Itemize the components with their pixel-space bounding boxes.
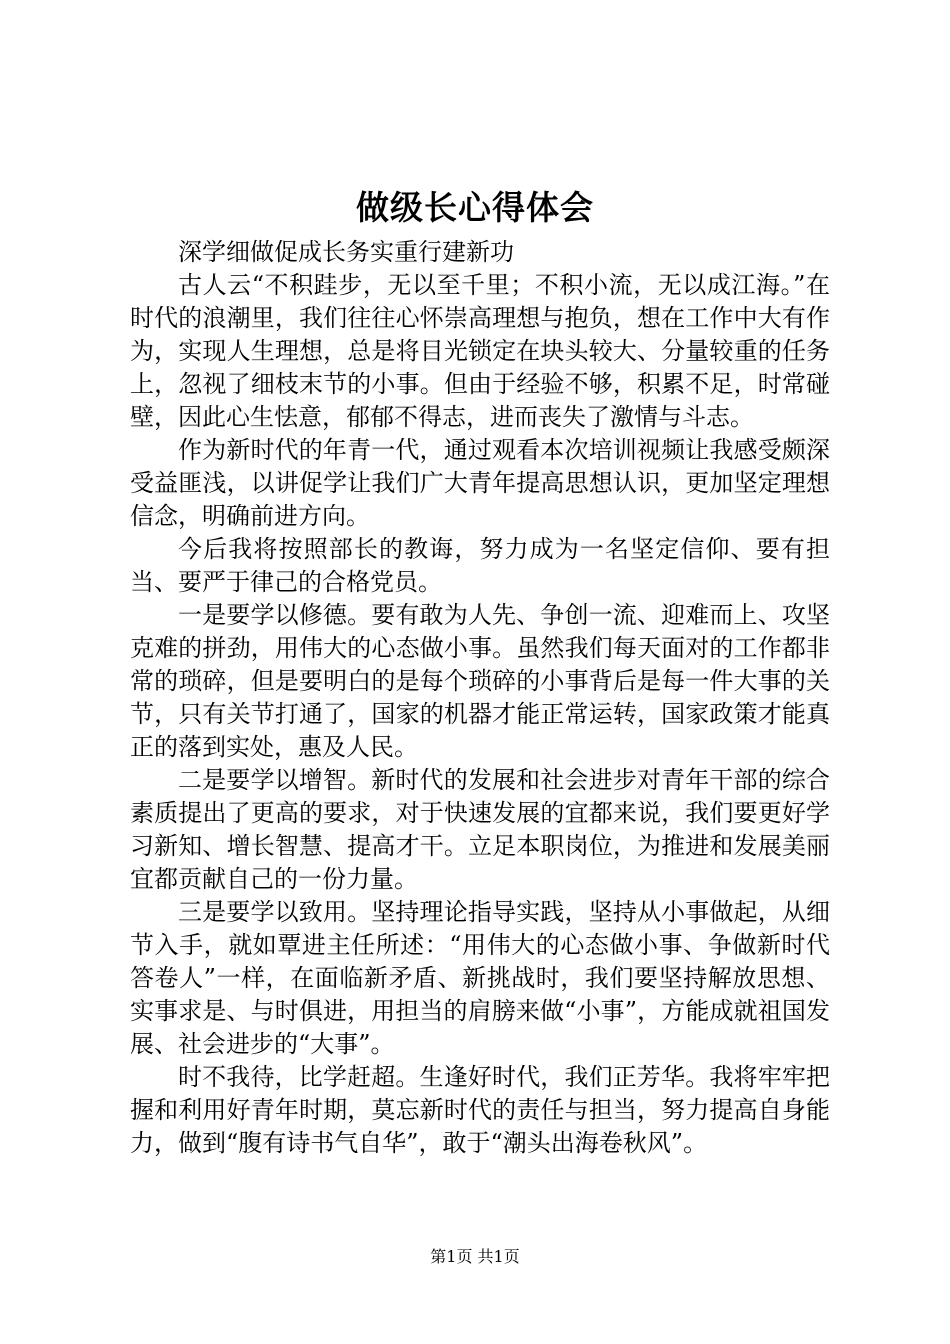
document-title: 做级长心得体会 [356, 188, 594, 227]
body-paragraph-4: 一是要学以修德。要有敢为人先、争创一流、迎难而上、攻坚克难的拼劲，用伟大的心态做小事。虽然我们每天面对的工作都非常的琐碎，但是要明白的是每个琐碎的小事背后是每一件大事的关节，只有关节打通了，国家的机器才能正常运转，国家政策才能真正的落到实处，惠及人民。 [130, 601, 830, 761]
body-paragraph-conclusion: 时不我待，比学赶超。生逢好时代，我们正芳华。我将牢牢把握和利用好青年时期，莫忘新时代的责任与担当，努力提高自身能力，做到“腹有诗书气自华”，敢于“潮头出海卷秋风”。 [130, 1063, 830, 1157]
body-paragraph-3: 今后我将按照部长的教诲，努力成为一名坚定信仰、要有担当、要严于律己的合格党员。 [130, 535, 830, 596]
page-footer: 第1页 共1页 [430, 1247, 520, 1266]
body-paragraph-2: 作为新时代的年青一代，通过观看本次培训视频让我感受颇深受益匪浅，以讲促学让我们广大青年提高思想认识，更加坚定理想信念，明确前进方向。 [130, 436, 830, 530]
body-paragraph-intro: 古人云“不积跬步，无以至千里；不积小流，无以成江海。”在时代的浪潮里，我们往往心怀崇高理想与抱负，想在工作中大有作为，实现人生理想，总是将目光锁定在块头较大、分量较重的任务上，忽视了细枝末节的小事。但由于经验不够，积累不足，时常碰壁，因此心生怯意，郁郁不得志，进而丧失了激情与斗志。 [130, 271, 830, 431]
document-body [130, 236, 830, 1160]
body-paragraph-5: 二是要学以增智。新时代的发展和社会进步对青年干部的综合素质提出了更高的要求，对于快速发展的宜都来说，我们要更好学习新知、增长智慧、提高才干。立足本职岗位，为推进和发展美丽宜都贡献自己的一份力量。 [130, 766, 830, 893]
body-paragraph-6: 三是要学以致用。坚持理论指导实践，坚持从小事做起，从细节入手，就如覃进主任所述：“用伟大的心态做小事、争做新时代答卷人”一样，在面临新矛盾、新挑战时，我们要坚持解放思想、实事求是、与时俱进，用担当的肩膀来做“小事”，方能成就祖国发展、社会进步的“大事”。 [130, 898, 830, 1058]
subtitle-paragraph: 深学细做促成长务实重行建新功 [178, 238, 514, 266]
